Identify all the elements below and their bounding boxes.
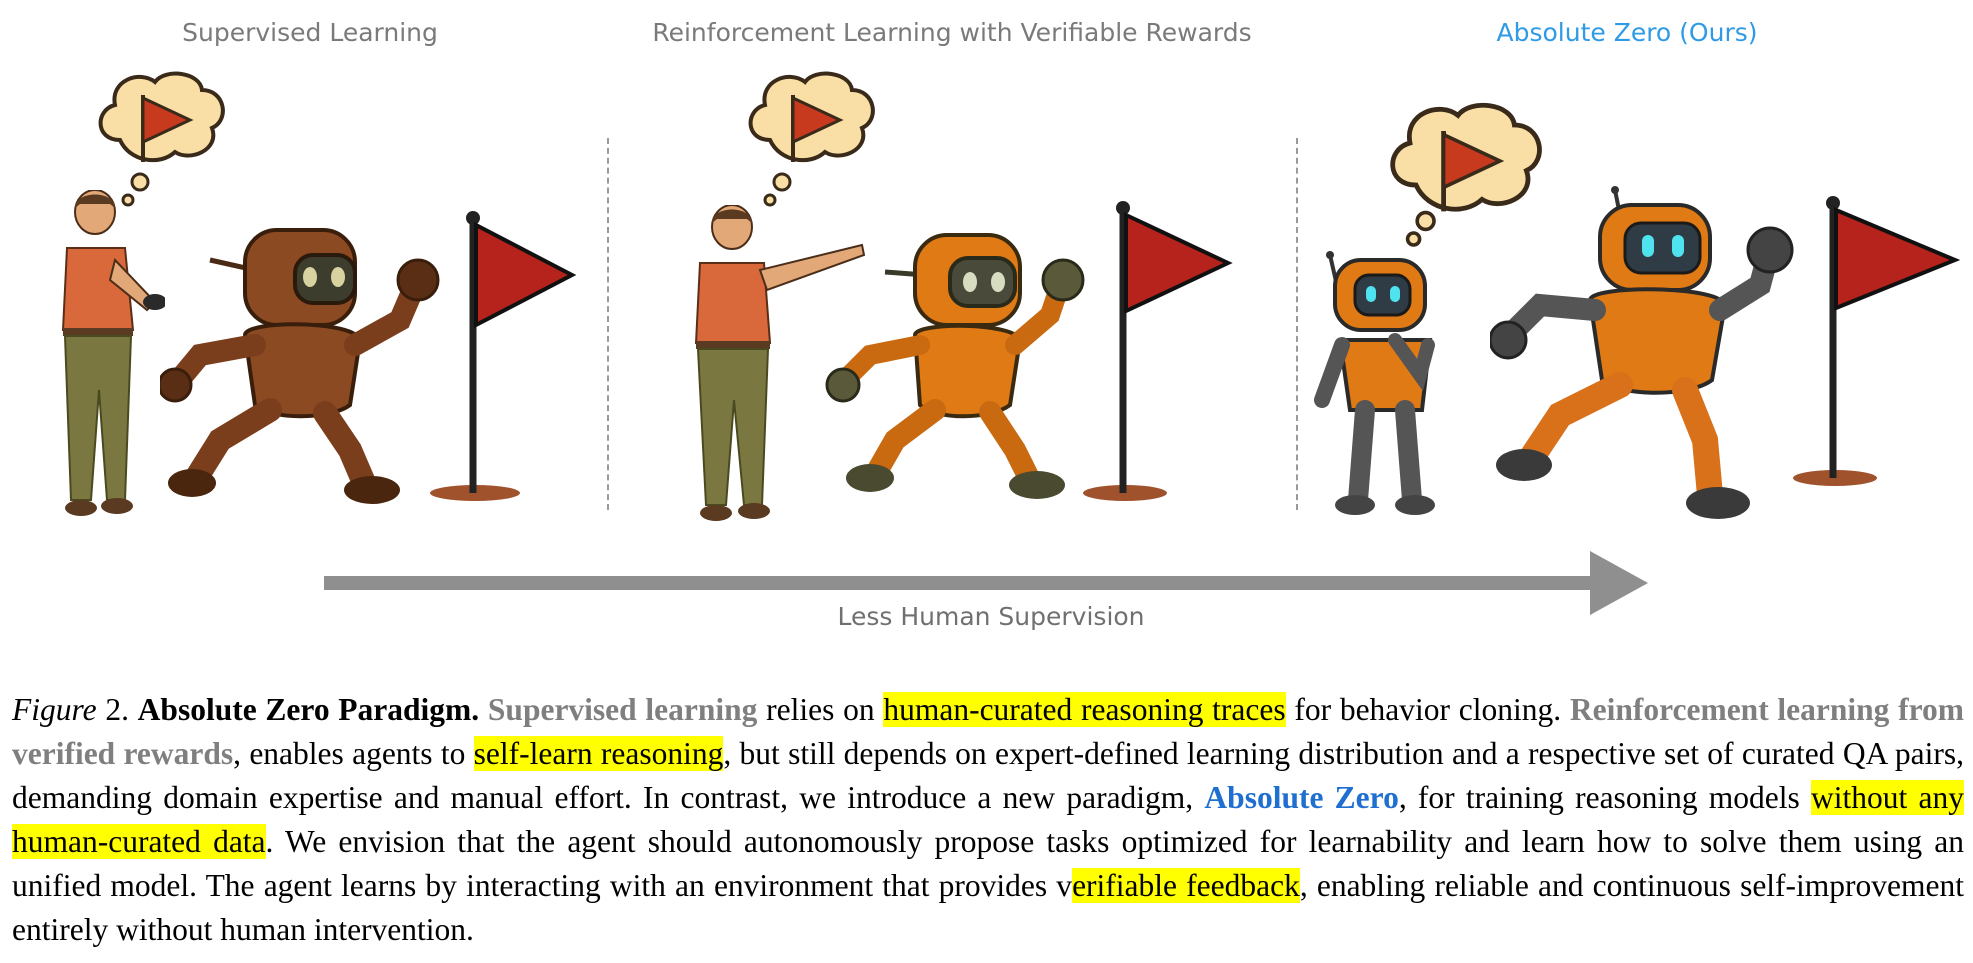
term-absolute-zero: Absolute Zero (1204, 780, 1399, 815)
figure-label: Figure (12, 692, 97, 727)
goal-flag-icon (1080, 195, 1240, 505)
term-supervised-learning: Supervised learning (487, 692, 758, 727)
panel-divider (1296, 138, 1298, 510)
thinking-robot-icon (1310, 250, 1460, 520)
thought-bubble-icon (740, 70, 890, 210)
highlight-no-human-data: without any human-curated data (12, 780, 1964, 859)
orange-robot-icon (815, 230, 1095, 505)
figure-number: 2. (105, 692, 129, 727)
highlight-self-learn-reasoning: self-learn reasoning (473, 736, 724, 771)
human-supervisor-icon (55, 190, 165, 520)
caption-text: , but still depends on expert-defined learning distribution and a respective set of curated QA pairs, demanding domain expertise and manual effort. In contrast, we introduce a new paradigm, (12, 736, 1964, 815)
caption-text: , enabling reliable and continuous self-improvement entirely without human intervention. (12, 868, 1964, 947)
caption-text: relies on (766, 692, 875, 727)
panel-title-rlvr: Reinforcement Learning with Verifiable Rewards (652, 18, 1252, 47)
goal-flag-icon (1790, 190, 1965, 490)
caption-heading: Absolute Zero Paradigm. (137, 692, 480, 727)
figure-caption (12, 688, 1964, 952)
highlight-verifiable-feedback: erifiable feedback (1072, 868, 1300, 903)
rusty-robot-icon (160, 225, 450, 505)
panel-divider (607, 138, 609, 510)
caption-text: for behavior cloning. (1294, 692, 1562, 727)
thought-bubble-icon (90, 70, 240, 210)
goal-flag-icon (420, 205, 580, 505)
panel-title-absolute-zero: Absolute Zero (Ours) (1496, 18, 1758, 47)
highlight-human-curated-traces: human-curated reasoning traces (883, 692, 1286, 727)
term-rlvr: Reinforcement learning from verified rewards (12, 692, 1965, 771)
caption-text: . We envision that the agent should autonomously propose tasks optimized for learnability and learn how to solve them using an unified model. The agent learns by interacting with an environment that provides v (12, 824, 1965, 903)
arrow-label: Less Human Supervision (837, 602, 1145, 631)
panel-title-supervised: Supervised Learning (182, 18, 438, 47)
running-robot-icon (1490, 185, 1800, 530)
caption-text: , for training reasoning models (1398, 780, 1800, 815)
caption-text: , enables agents to (233, 736, 466, 771)
